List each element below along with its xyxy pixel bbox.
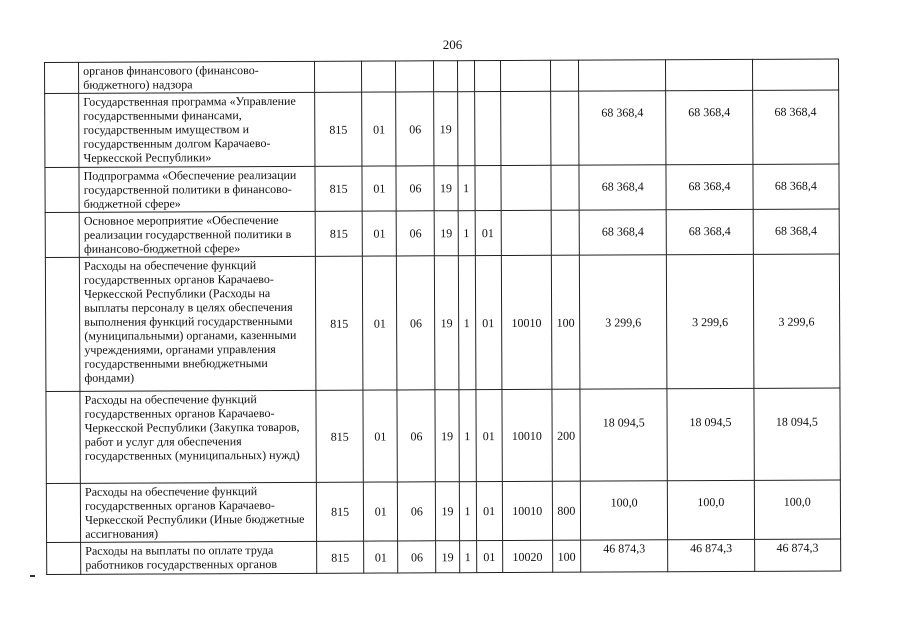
budget-table xyxy=(44,59,841,575)
direction-code-cell: 10010 xyxy=(502,481,552,540)
row-number-cell xyxy=(45,212,79,257)
table-row xyxy=(46,480,840,542)
description-cell: Подпрограмма «Обеспечение реализации государственной политики в финансово-бюджетной сфере» xyxy=(79,166,315,212)
subprogram-code-cell: 1 xyxy=(459,482,476,541)
section-code-cell: 01 xyxy=(363,256,398,390)
direction-code-cell: 10010 xyxy=(501,255,552,389)
scan-mark xyxy=(30,575,35,577)
amount-1-cell: 46 874,3 xyxy=(581,540,668,572)
ministry-code-cell: 815 xyxy=(315,256,363,390)
subsection-code-cell: 06 xyxy=(396,166,434,211)
ministry-code-cell: 815 xyxy=(315,211,362,256)
row-number-cell xyxy=(46,391,81,483)
subprogram-code-cell: 1 xyxy=(458,256,476,390)
amount-3-cell: 18 094,5 xyxy=(754,388,841,480)
amount-1-cell: 18 094,5 xyxy=(580,389,668,481)
amount-2-cell: 100,0 xyxy=(668,480,755,539)
amount-1-cell: 68 368,4 xyxy=(579,91,667,165)
page-number: 206 xyxy=(442,37,463,52)
program-code-cell: 19 xyxy=(435,390,458,482)
subprogram-code-cell: 1 xyxy=(457,166,474,211)
program-code-cell: 19 xyxy=(435,256,459,390)
program-code-cell: 19 xyxy=(436,541,459,573)
description-cell: Расходы на выплаты по оплате труда работников государственных органов xyxy=(81,541,317,574)
expense-type-cell: 200 xyxy=(552,389,580,481)
subprogram-code-cell: 1 xyxy=(458,390,475,482)
expense-type-cell xyxy=(551,91,579,165)
description-cell: Государственная программа «Управление государственными финансами, государственным имуществом и государственным долгом Карачаево-Черкесской Республики» xyxy=(79,92,315,167)
amount-1-cell: 68 368,4 xyxy=(579,210,667,255)
program-code-cell: 19 xyxy=(435,211,458,256)
amount-2-cell: 68 368,4 xyxy=(666,164,753,209)
amount-3-cell: 68 368,4 xyxy=(752,90,839,164)
program-code-cell: 19 xyxy=(434,166,457,211)
subsection-code-cell: 06 xyxy=(398,482,436,541)
subprogram-code-cell xyxy=(457,92,474,166)
subsection-code-cell: 06 xyxy=(398,541,436,573)
subsection-code-cell xyxy=(396,61,434,92)
amount-3-cell: 46 874,3 xyxy=(754,539,841,571)
amount-3-cell: 3 299,6 xyxy=(753,254,840,388)
section-code-cell: 01 xyxy=(364,482,398,541)
event-code-cell: 01 xyxy=(475,211,501,256)
expense-type-cell: 100 xyxy=(552,540,580,572)
subsection-code-cell: 06 xyxy=(396,92,434,166)
row-number-cell xyxy=(45,62,79,93)
amount-1-cell: 100,0 xyxy=(580,481,668,540)
event-code-cell xyxy=(475,166,501,211)
subsection-code-cell: 06 xyxy=(396,211,434,256)
amount-2-cell: 68 368,4 xyxy=(666,209,753,254)
table-row xyxy=(45,59,839,93)
amount-3-cell xyxy=(752,59,839,90)
section-code-cell: 01 xyxy=(362,211,396,256)
section-code-cell: 01 xyxy=(362,92,396,166)
subprogram-code-cell: 1 xyxy=(459,541,476,573)
budget-table-body xyxy=(45,59,841,574)
event-code-cell: 01 xyxy=(476,541,502,573)
ministry-code-cell: 815 xyxy=(316,482,363,541)
direction-code-cell xyxy=(500,60,550,91)
table-row xyxy=(46,388,840,483)
description-cell: Расходы на обеспечение функций государственных органов Карачаево-Черкесской Республики (Расходы на выплаты персоналу в целях обеспечения выполнения функций государственными (муниципальными) органами, казенными учреждениями, органами управления государственными внебюджетными фондами) xyxy=(79,256,315,391)
amount-2-cell xyxy=(666,59,752,90)
ministry-code-cell xyxy=(315,61,362,92)
row-number-cell xyxy=(47,542,81,574)
subsection-code-cell: 06 xyxy=(397,390,436,482)
subprogram-code-cell xyxy=(457,61,474,92)
expense-type-cell xyxy=(551,165,579,210)
row-number-cell xyxy=(46,483,80,542)
ministry-code-cell: 815 xyxy=(315,92,362,166)
section-code-cell: 01 xyxy=(363,390,398,482)
table-row xyxy=(45,164,839,212)
event-code-cell xyxy=(474,92,500,166)
section-code-cell xyxy=(362,61,396,92)
expense-type-cell xyxy=(550,60,578,91)
amount-3-cell: 100,0 xyxy=(754,480,841,539)
amount-1-cell: 68 368,4 xyxy=(579,165,667,210)
row-number-cell xyxy=(45,167,79,212)
row-number-cell xyxy=(45,93,79,167)
description-cell: Расходы на обеспечение функций государственных органов Карачаево-Черкесской Республики (Закупка товаров, работ и услуг для обеспечения государственных (муниципальных) нужд) xyxy=(80,390,316,483)
description-cell: Основное мероприятие «Обеспечение реализации государственной политики в финансово-бюджетной сфере» xyxy=(79,211,315,257)
subprogram-code-cell: 1 xyxy=(458,211,475,256)
event-code-cell: 01 xyxy=(476,390,502,482)
event-code-cell: 01 xyxy=(475,256,502,390)
amount-3-cell: 68 368,4 xyxy=(753,164,840,209)
subsection-code-cell: 06 xyxy=(397,256,436,390)
amount-1-cell: 3 299,6 xyxy=(579,255,667,389)
event-code-cell: 01 xyxy=(476,482,502,541)
direction-code-cell: 10010 xyxy=(502,389,553,481)
expense-type-cell: 800 xyxy=(552,481,580,540)
ministry-code-cell: 815 xyxy=(315,166,362,211)
amount-2-cell: 3 299,6 xyxy=(667,254,754,388)
section-code-cell: 01 xyxy=(362,166,396,211)
program-code-cell: 19 xyxy=(436,482,459,541)
amount-2-cell: 68 368,4 xyxy=(666,90,753,164)
table-row xyxy=(45,209,839,257)
expense-type-cell xyxy=(551,210,579,255)
table-row xyxy=(47,539,841,574)
program-code-cell xyxy=(434,61,457,92)
direction-code-cell xyxy=(500,91,551,165)
section-code-cell: 01 xyxy=(364,541,398,573)
direction-code-cell: 10020 xyxy=(502,540,552,572)
amount-3-cell: 68 368,4 xyxy=(753,209,840,254)
ministry-code-cell: 815 xyxy=(317,541,364,573)
ministry-code-cell: 815 xyxy=(316,390,364,482)
amount-2-cell: 46 874,3 xyxy=(668,539,754,571)
row-number-cell xyxy=(45,257,80,391)
direction-code-cell xyxy=(501,165,551,210)
description-cell: Расходы на обеспечение функций государственных органов Карачаево-Черкесской Республики (Иные бюджетные ассигнования) xyxy=(80,482,316,542)
program-code-cell: 19 xyxy=(434,92,457,166)
description-cell: органов финансового (финансово-бюджетного) надзора xyxy=(79,61,315,93)
amount-1-cell xyxy=(578,60,665,91)
table-row xyxy=(45,254,840,391)
event-code-cell xyxy=(474,61,500,92)
expense-type-cell: 100 xyxy=(551,255,580,389)
amount-2-cell: 18 094,5 xyxy=(667,388,754,480)
table-row xyxy=(45,90,839,167)
direction-code-cell xyxy=(501,210,551,255)
